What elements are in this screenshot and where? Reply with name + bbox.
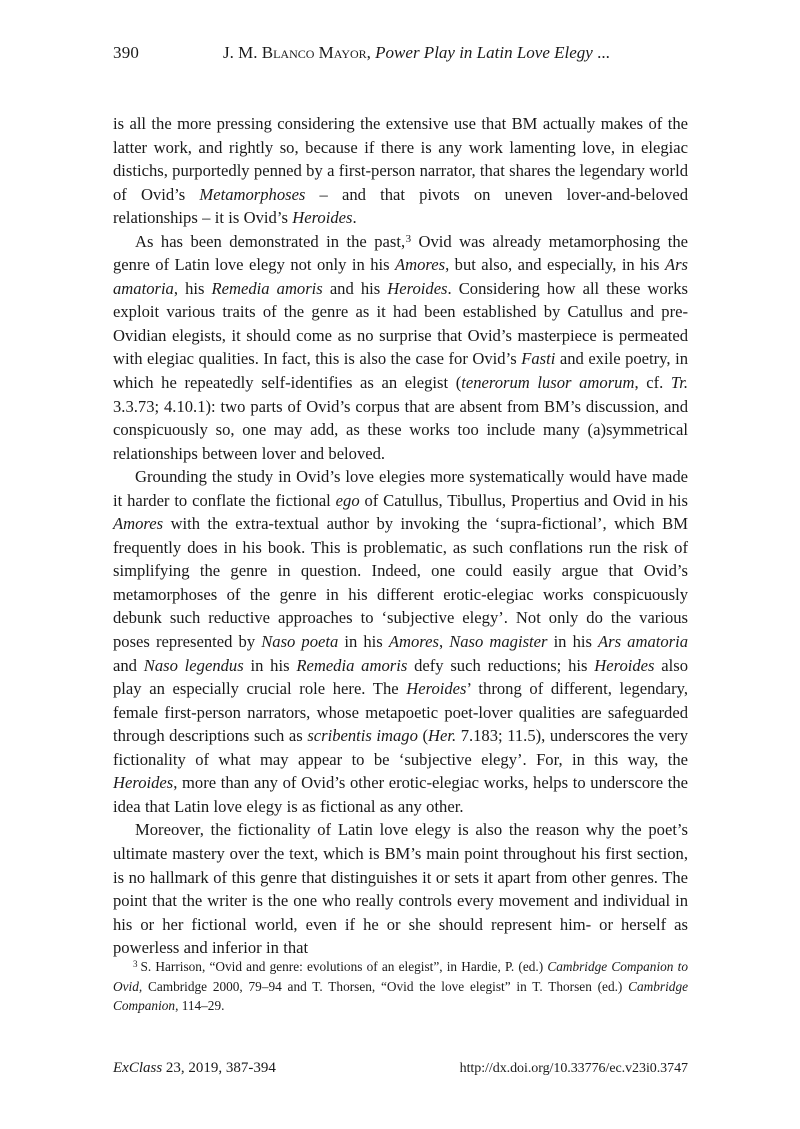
italic-run: Fasti	[521, 349, 556, 369]
header-comma: ,	[366, 43, 376, 62]
italic-run: scribentis imago	[307, 726, 418, 746]
italic-run: Ars amatoria	[113, 255, 688, 298]
text-run: , 114–29.	[175, 998, 225, 1014]
italic-run: ego	[335, 490, 360, 510]
body-paragraph	[113, 230, 688, 465]
italic-run: Heroides	[594, 655, 655, 675]
text-run: ,	[438, 632, 450, 652]
text-run: of Catullus, Tibullus, Propertius and Ovid in his	[359, 490, 688, 510]
header-ellipsis: ...	[592, 43, 610, 62]
text-run: in his	[338, 632, 389, 652]
italic-run: Amores	[395, 255, 446, 275]
text-run: Moreover, the fictionality of Latin love elegy is also the reason why the poet’s ultimate mastery over the text, which is BM’s main point throughout his first section, is no hallmark of this genre that distinguishes it or sets it apart from other genres. The point that the writer is the one who really controls every movement and individual in his or her fictional world, even if he or she should represent him- or herself as powerless and inferior in that	[113, 820, 688, 958]
italic-run: Heroides	[292, 208, 353, 228]
italic-run: tenerorum lusor amorum	[461, 373, 635, 393]
italic-run: Naso poeta	[261, 632, 339, 652]
footnote-area	[113, 957, 688, 1016]
text-run: defy such reductions; his	[407, 655, 595, 675]
italic-run: Metamorphoses	[199, 184, 306, 204]
text-run: , more than any of Ovid’s other erotic-elegiac works, helps to underscore the idea that Latin love elegy is as fictional as any other.	[113, 773, 688, 816]
text-run: and	[113, 655, 144, 675]
text-run: – and that pivots on uneven lover-and-beloved relationships – it is Ovid’s	[113, 184, 688, 228]
footnote-number: 3	[133, 958, 138, 969]
running-header-title	[223, 43, 687, 63]
text-run: As has been demonstrated in the past,	[135, 231, 406, 251]
text-run: ’ throng of different, legendary, female first-person narrators, whose metapoetic poet-lover qualities are safeguarded through descriptions such as	[113, 679, 688, 746]
italic-run: Heroides	[406, 679, 467, 699]
footnote-entry	[113, 957, 688, 1016]
body-paragraph	[113, 818, 688, 959]
running-header	[113, 43, 687, 67]
text-run: 3.3.73; 4.10.1): two parts of Ovid’s corpus that are absent from BM’s discussion, and conspicuously so, one may add, as these works too include many (a)symmetrical relationships between lover and beloved.	[113, 396, 688, 463]
journal-citation	[113, 1060, 276, 1077]
text-run: and his	[322, 278, 388, 298]
text-run: , cf.	[634, 373, 671, 393]
page-footer	[113, 1060, 688, 1077]
italic-run: Naso magister	[449, 632, 548, 652]
text-run: Cambridge 2000, 79–94 and T. Thorsen, “Ovid the love elegist” in T. Thorsen (ed.)	[142, 978, 629, 994]
text-run: in his	[243, 655, 297, 675]
italic-run: Remedia amoris	[211, 278, 323, 298]
text-run: (	[417, 726, 428, 746]
italic-run: Cambridge Companion	[113, 978, 688, 1014]
body-paragraph	[113, 112, 688, 230]
text-run: with the extra-textual author by invoking the ‘supra-fictional’, which BM frequently does in his book. This is problematic, as such conflations run the risk of simplifying the genre in question. Indeed, one could easily argue that Ovid’s metamorphoses of the genre in his different erotic-elegiac works conspicuously debunk such reductive approaches to ‘subjective elegy’. Not only do the various poses represented by	[113, 514, 688, 652]
text-run: also play an especially crucial role here. The	[113, 655, 688, 699]
italic-run: Amores	[388, 632, 439, 652]
italic-run: Tr.	[670, 373, 688, 393]
footnote-reference-marker[interactable]: 3	[405, 233, 412, 246]
italic-run: Heroides	[113, 773, 174, 793]
text-run: in his	[547, 632, 599, 652]
text-run: Grounding the study in Ovid’s love elegies more systematically would have made it harder to conflate the fictional	[113, 467, 688, 510]
italic-run: Remedia amoris	[296, 655, 408, 675]
italic-run: Ars amatoria	[598, 632, 689, 652]
text-run: .	[352, 208, 357, 228]
journal-volume-pages: 23, 2019, 387-394	[162, 1060, 276, 1076]
italic-run: Naso legendus	[143, 655, 244, 675]
header-author-initials: J. M.	[223, 43, 262, 62]
page-folio-number: 390	[113, 43, 140, 62]
header-author-surname: Blanco Mayor	[261, 43, 367, 62]
text-run: , his	[173, 278, 212, 298]
body-paragraph	[113, 465, 688, 818]
text-run: S. Harrison, “Ovid and genre: evolutions of an elegist”, in Hardie, P. (ed.)	[140, 959, 548, 974]
body-text-block	[113, 112, 688, 960]
text-run: Ovid was already metamorphosing the genre of Latin love elegy not only in his	[113, 231, 688, 275]
italic-run: Amores	[113, 514, 164, 534]
doi-link[interactable]: http://dx.doi.org/10.33776/ec.v23i0.3747	[459, 1061, 688, 1076]
journal-abbrev: ExClass	[113, 1060, 163, 1076]
italic-run: Cambridge Companion to Ovid,	[113, 959, 688, 994]
text-run: is all the more pressing considering the extensive use that BM actually makes of the latter work, and rightly so, because if there is any work lamenting love, in elegiac distichs, purportedly penned by a first-person narrator, that shares the legendary world of Ovid’s	[113, 114, 688, 204]
header-work-title: Power Play in Latin Love Elegy	[375, 43, 593, 62]
italic-run: Heroides	[387, 278, 448, 298]
text-run: , but also, and especially, in his	[445, 255, 665, 275]
text-run: 7.183; 11.5), underscores the very fictionality of what may appear to be ‘subjective elegy’. For, in this way, the	[113, 726, 689, 769]
text-run: . Considering how all these works exploit various traits of the genre as it had been established by Catullus and pre-Ovidian elegists, it should come as no surprise that Ovid’s masterpiece is permeated with elegiac qualities. In fact, this is also the case for Ovid’s	[113, 278, 688, 369]
italic-run: Her.	[428, 726, 457, 746]
text-run: and exile poetry, in which he repeatedly self-identifies as an elegist (	[113, 349, 688, 393]
